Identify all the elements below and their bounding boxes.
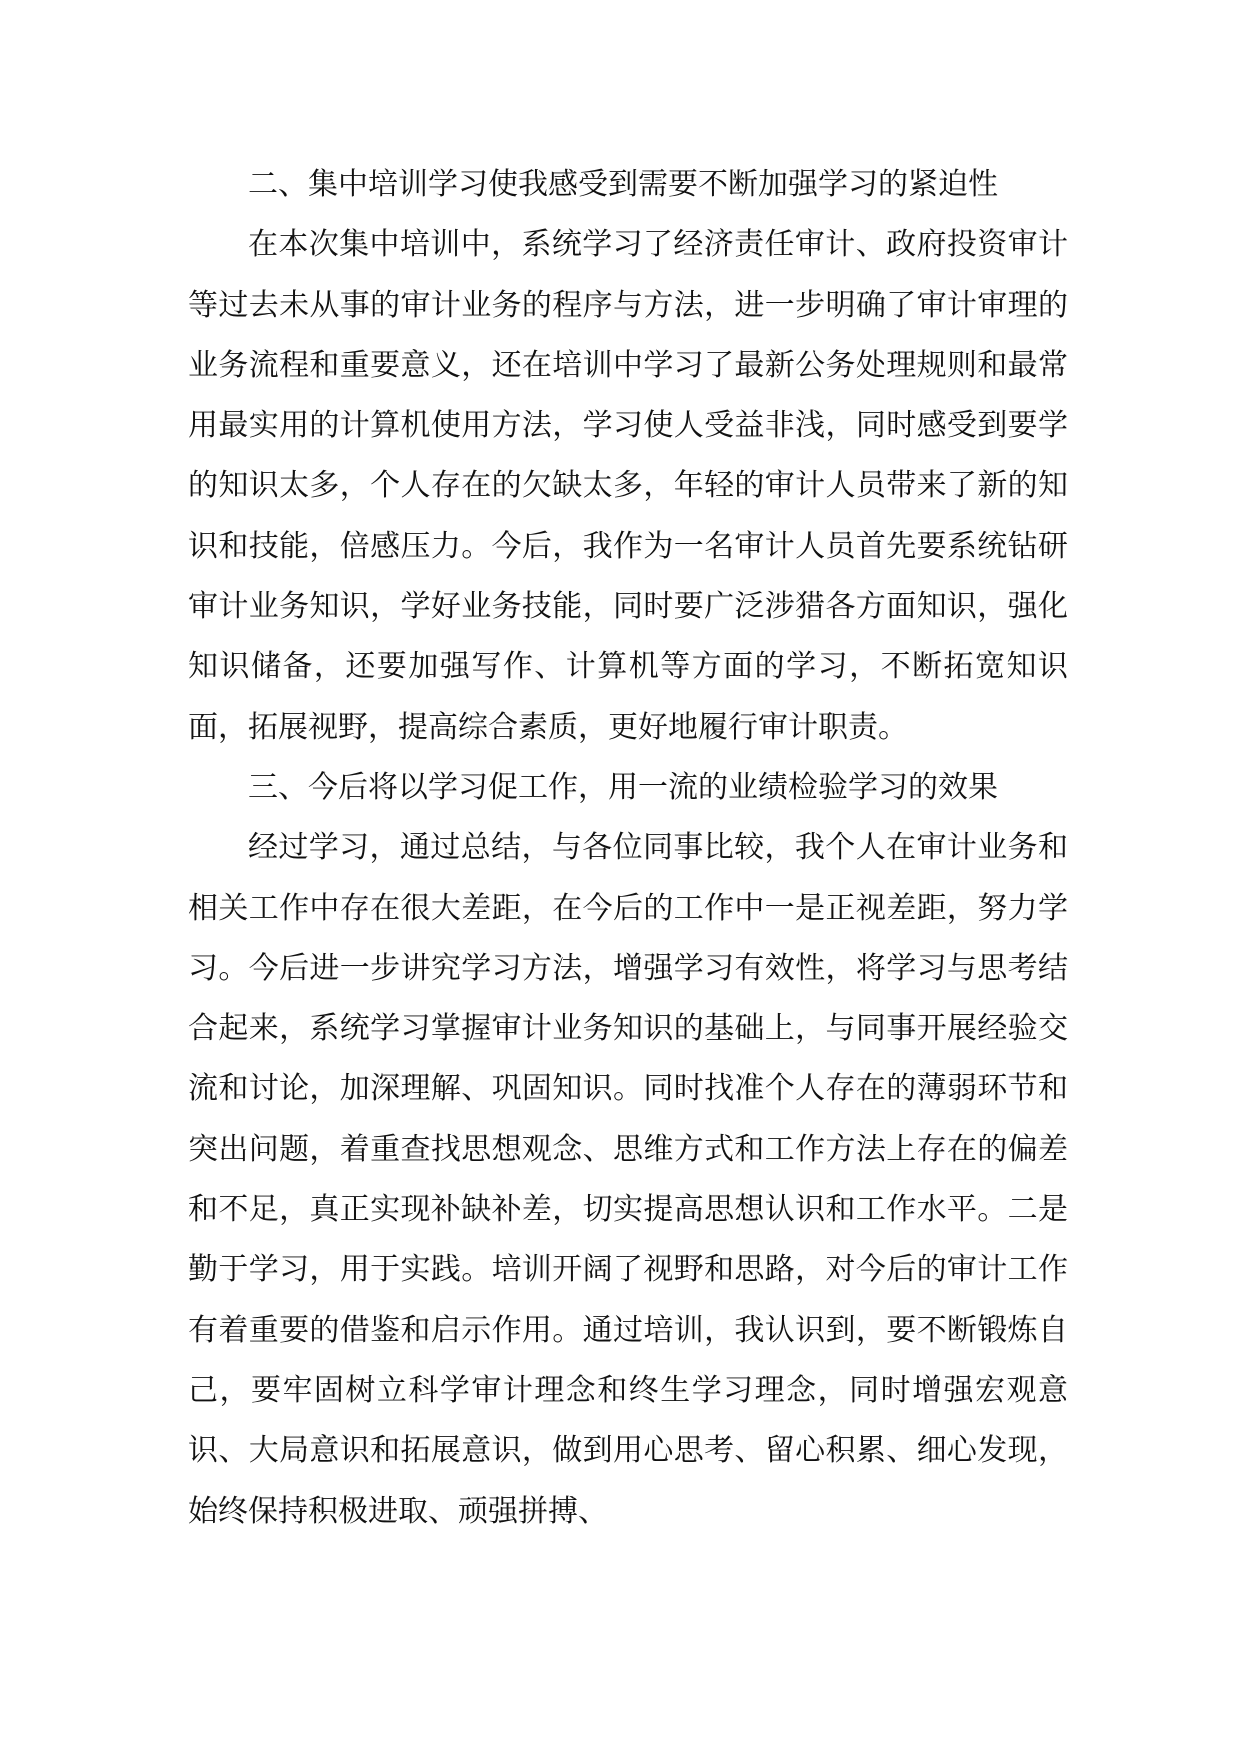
document-body bbox=[188, 155, 1068, 1542]
section-heading-two: 二、集中培训学习使我感受到需要不断加强学习的紧迫性 bbox=[248, 167, 998, 202]
section-paragraph-two: 在本次集中培训中，系统学习了经济责任审计、政府投资审计等过去未从事的审计业务的程序与方法，进一步明确了审计审理的业务流程和重要意义，还在培训中学习了最新公务处理规则和最常用最实用的计算机使用方法，学习使人受益非浅，同时感受到要学的知识太多，个人存在的欠缺太多，年轻的审计人员带来了新的知识和技能，倍感压力。今后，我作为一名审计人员首先要系统钻研审计业务知识，学好业务技能，同时要广泛涉猎各方面知识，强化知识储备，还要加强写作、计算机等方面的学习，不断拓宽知识面，拓展视野，提高综合素质，更好地履行审计职责。 bbox=[188, 227, 1068, 745]
section-paragraph-three: 经过学习，通过总结，与各位同事比较，我个人在审计业务和相关工作中存在很大差距，在今后的工作中一是正视差距，努力学习。今后进一步讲究学习方法，增强学习有效性，将学习与思考结合起来，系统学习掌握审计业务知识的基础上，与同事开展经验交流和讨论，加深理解、巩固知识。同时找准个人存在的薄弱环节和突出问题，着重查找思想观念、思维方式和工作方法上存在的偏差和不足，真正实现补缺补差，切实提高思想认识和工作水平。二是勤于学习，用于实践。培训开阔了视野和思路，对今后的审计工作有着重要的借鉴和启示作用。通过培训，我认识到，要不断锻炼自己，要牢固树立科学审计理念和终生学习理念，同时增强宏观意识、大局意识和拓展意识，做到用心思考、留心积累、细心发现，始终保持积极进取、顽强拼搏、 bbox=[188, 830, 1068, 1529]
section-heading-three: 三、今后将以学习促工作，用一流的业绩检验学习的效果 bbox=[248, 769, 998, 805]
